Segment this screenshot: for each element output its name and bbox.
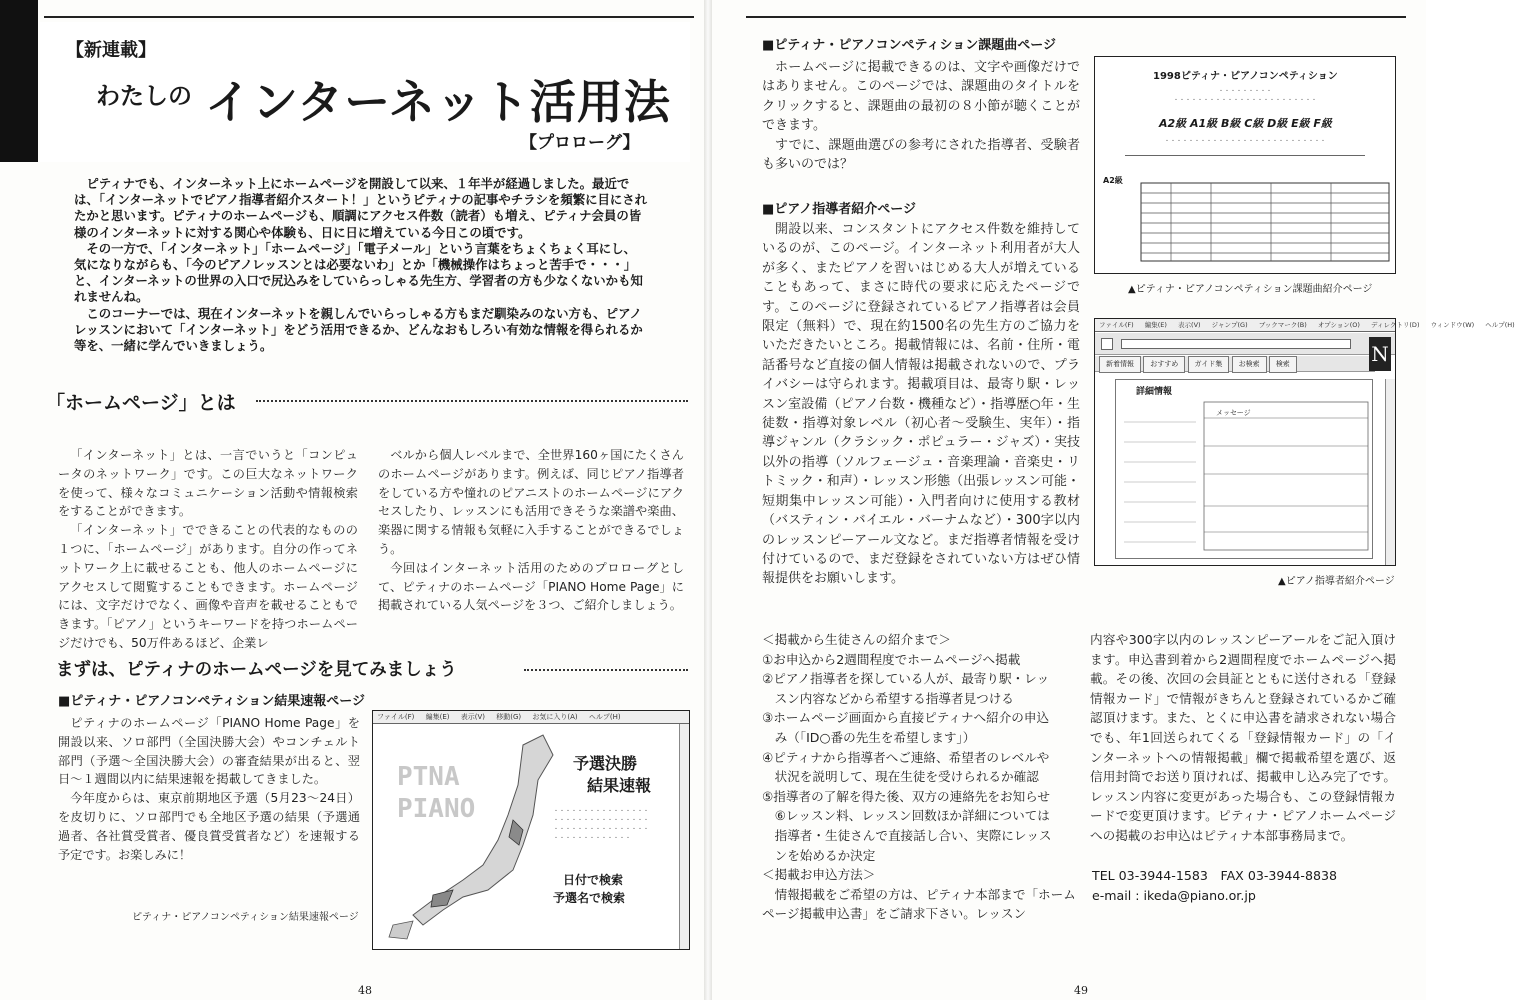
grade-links[interactable]: A2級 A1級 B級 C級 D級 E級 F級 [1159,117,1332,130]
shot-subtext: ・・・・・・・・・・・・・・・・・・・・・・・・・・・ [1163,138,1326,145]
menu-item: ファイル(F) [1099,321,1134,329]
repertoire-page-screenshot [1094,56,1396,274]
intro-paragraph: その一方で、「インターネット」「ホームページ」「電子メール」という言葉をちょくちょく耳にし、気になりながらも、「今のピアノレッスンとは必要ないわ」とか「機械操作はちょっと苦手で・・・」と、インターネットの世界の入口で尻込みをしていらっしゃる先生方、学習者の方も少なくないかも知れませんね。 [74,240,643,305]
logo-line: PIANO [397,794,476,824]
ptna-logo [397,761,475,825]
browser-menubar [373,711,689,724]
menu-item: ファイル(F) [377,713,415,721]
section-heading-ptna: まずは、ピティナのホームページを見てみましょう [56,660,457,680]
page-number: 49 [1074,984,1088,997]
menu-item: 編集(E) [1144,321,1167,329]
menu-item: 表示(V) [460,713,485,721]
shot-title: 1998ピティナ・ピアノコンペティション [1153,71,1338,82]
caption-repertoire: ▲ピティナ・ピアノコンペティション課題曲紹介ページ [1128,284,1373,295]
detail-table [1116,402,1372,552]
directory-buttons [1095,356,1375,372]
body-column-2 [378,446,684,615]
intro-paragraph: このコーナーでは、現在インターネットを親しんでいらっしゃる方もまだ馴染みのない方も、ピアノレッスンにおいて「インターネット」をどう活用できるか、どんなおもしろい有効な情報を得られるか等を、一緒に学んでいきましょう。 [74,305,643,354]
logo-line: PTNA [397,762,460,792]
toolbar-button[interactable]: ガイド集 [1188,356,1230,373]
menu-item: ディレクトリ(D) [1371,321,1420,329]
menu-item: 移動(G) [496,713,522,721]
tel-text: TEL 03-3944-1583 [1092,868,1208,883]
panel-title: 詳細情報 [1136,387,1173,397]
black-corner-tab [0,0,38,162]
body-paragraph: ホームページに掲載できるのは、文字や画像だけではありません。このページでは、課題曲のタイトルをクリックすると、課題曲の最初の８小節が聴くことができます。 [762,60,1080,134]
teacher-page-screenshot [1094,318,1515,566]
body-paragraph: 開設以来、コンスタントにアクセス件数を維持しているのが、このページ。インターネット利用者が大人が多く、またピアノを習いはじめる大人が増えていることもあって、まさに時代の要求に応えたページです。このページに登録されているピアノ指導者は会員限定（無料）で、現在約1500名の先生方のご協力をいただきたいところ。掲載情報には、名前・住所・電話番号など直接の個人情報は掲載されないので、プライバシーは守られます。掲載項目は、最寄り駅・レッスン室設備（ピアノ台数・機種など）・指導歴○年・生徒数・指導対象レベル（初心者〜受験生、実年）・指導ジャンル（クラシック・ポピュラー・ジャズ）・実技以外の指導（ソルフェージュ・音楽理論・音楽史・リトミック・和声）・レッスン形態（出張レッスン可能・短期集中レッスン可能）・入門者向けに使用する教材（バスティン・バイエル・バーナムなど）・300字以内のレッスンピーアール文など。まだ指導者情報を受け付けているので、まだ登録をされていない方はぜひ情報提供をお願いします。 [762,222,1080,587]
body-paragraph: 内容や300字以内のレッスンピーアールをご記入頂けます。申込書到着から2週間程度でホームページへ掲載。その後、次回の会員証とともに送付される「登録情報カード」で情報がきちんと登録されているかご確認頂けます。また、とくに申込書を請求されない場合でも、年1回送られてくる「登録情報カード」の「インターネットへの情報掲載」欄で掲載希望を選び、返信用封筒でお送り頂ければ、掲載申し込み完了です。レッスン内容に変更があった場合も、この登録情報カードで変更頂けます。ピティナ・ピアノホームページへの掲載のお申込はピティナ本部事務局まで。 [1090,632,1396,843]
fax-text: FAX 03-3944-8838 [1220,868,1338,883]
title-small: わたしの [96,82,192,110]
browser-toolbar [1095,333,1395,355]
apply-continued-text [1090,630,1396,846]
caption-teacher: ▲ピアノ指導者紹介ページ [1278,576,1395,587]
message-label: メッセージ [1216,409,1251,417]
address-field[interactable] [1121,339,1351,349]
page-title: インターネット活用法 [205,75,671,129]
series-label: 【新連載】 [66,40,156,61]
section-heading-homepage: 「ホームページ」とは [46,392,236,414]
body-paragraph: 「インターネット」とは、一言でいうと「コンピュータのネットワーク」です。この巨大なネットワークを使って、様々なコミュニケーション活動や情報検索をすることができます。 [58,448,358,519]
body-paragraph: 今年度からは、東京前期地区予選（5月23〜24日）を皮切りに、ソロ部門でも全地区予選の結果（予選通過者、各社賞受賞者、優良賞受賞者など）を速報する予定です。お楽しみに！ [58,791,360,862]
steps-list [762,630,1082,924]
step-line: ンを始めるか決定 [762,847,876,863]
repertoire-table [1141,183,1391,263]
toolbar-button[interactable]: 新着情報 [1099,356,1141,373]
intro-text [74,176,648,354]
subheading-teacher: ■ピアノ指導者紹介ページ [762,202,916,217]
step-line: 指導者・生徒さんで直接話し合い、実際にレッス [762,827,1052,843]
step-line: み（「ID○番の先生を希望します」） [762,729,976,745]
apply-body: 情報掲載をご希望の方は、ピティナ本部まで「ホームページ掲載申込書」をご請求下さい。レッスン [762,886,1076,922]
step-line: ①お申込から2週間程度でホームページへ掲載 [762,651,1021,667]
headline-line-2: 結果速報 [587,776,652,795]
page-gutter [704,0,712,1000]
caption-results-page: ピティナ・ピアノコンペティション結果速報ページ [132,912,359,923]
back-icon[interactable] [1101,338,1113,350]
shot-divider [1125,155,1365,156]
menu-item: ヘルプ(H) [588,713,621,721]
subtitle: 【プロローグ】 [520,133,640,153]
body-paragraph: ピティナのホームページ「PIANO Home Page」を開設以来、ソロ部門（全国決勝大会）やコンチェルト部門（予選〜全国決勝大会）の審査結果が出ると、翌日〜１週間以内に結果速報を掲載してきました。 [58,716,360,787]
toolbar-button[interactable]: おすすめ [1143,356,1185,373]
body-paragraph: 「インターネット」でできることの代表的なものの１つに、「ホームページ」があります。自分の作ってネットワーク上に載せることも、他人のホームページにアクセスして閲覧することもできます。ホームページには、文字だけでなく、画像や音声を載せることもできます。「ピアノ」というキーワードを持つホームページだけでも、50万件あるほど、企業レ [58,523,358,650]
apply-heading: ＜掲載お申込方法＞ [762,867,876,883]
grade-label: A2級 [1103,176,1123,185]
results-page-screenshot [372,710,690,950]
dotted-rule [256,400,688,402]
small-text-block: ・・・・・・・・・・・・・・・・ ・・・・・・・・・・・・・・・・ ・・・・・・・・・・・・・・・・ ・・・・・・・・・・・・・ [553,808,650,842]
body-paragraph: 今回はインターネット活用のためのプロローグとして、ピティナのホームページ「PIANO Home Page」に掲載されている人気ページを３つ、ご紹介しましょう。 [378,560,684,613]
menu-item: お気に入り(A) [532,713,578,721]
menu-item: ブックマーク(B) [1258,321,1307,329]
subheading-results: ■ピティナ・ピアノコンペティション結果速報ページ [58,694,365,709]
teacher-text [762,220,1080,589]
menu-item: 編集(E) [425,713,450,721]
steps-heading: ＜掲載から生徒さんの紹介まで＞ [762,632,951,647]
toolbar-button[interactable]: お検索 [1232,356,1267,373]
toolbar-button[interactable]: 検索 [1269,356,1297,373]
menu-item: ジャンプ(G) [1211,321,1248,329]
subheading-repertoire: ■ピティナ・ピアノコンペティション課題曲ページ [762,38,1056,53]
menu-item: ヘルプ(H) [1485,321,1515,329]
step-line: ⑤指導者の了解を得た後、双方の連絡先をお知らせ [762,788,1050,804]
intro-paragraph: ピティナでも、インターネット上にホームページを開設して以来、１年半が経過しました。最近では、「インターネットでピアノ指導者紹介スタート！」というピティナの記事やチラシを頻繁に目にされたかと思います。ピティナのホームページも、順調にアクセス件数（読者）も増え、ピティナ会員の皆様のインターネットに対する関心や体験も、日に日に増えている今日この頃です。 [74,176,648,240]
browser-menubar [1095,319,1515,332]
search-by-date-link[interactable]: 日付で検索 [563,873,624,887]
repertoire-text [762,58,1080,174]
netscape-logo: N [1369,337,1391,371]
scrollbar [1385,379,1395,565]
contact-email[interactable]: e-mail : ikeda@piano.or.jp [1092,887,1256,903]
contact-block [1092,866,1337,905]
step-line: ⑥レッスン料、レッスン回数ほか詳細については [762,808,1050,824]
dotted-rule [524,669,688,671]
right-page [712,0,1515,1000]
step-line: 状況を説明して、現在生徒を受けられるか確認 [762,769,1039,785]
body-column-1 [58,446,358,653]
body-paragraph: ベルから個人レベルまで、全世界160ヶ国にたくさんのホームページがあります。例えば、同じピアノ指導者をしている方や憧れのピアニストのホームページにアクセスしたり、レッスンにも活用できそうな楽譜や楽曲、楽器に関する情報も気軽に入手することができるでしょう。 [378,448,684,556]
headline-line-1: 予選決勝 [573,754,638,773]
step-line: ②ピアノ指導者を探している人が、最寄り駅・レッ [762,671,1050,687]
results-text [58,714,360,864]
menu-item: オプション(O) [1317,321,1360,329]
step-line: スン内容などから希望する指導者見つける [762,690,1014,706]
menu-item: 表示(V) [1178,321,1201,329]
step-line: ④ピティナから指導者へご連絡、希望者のレベルや [762,749,1050,765]
top-rule [44,16,694,18]
body-paragraph: すでに、課題曲選びの参考にされた指導者、受験者も多いのでは？ [762,137,1080,173]
contact-phone [1092,866,1337,886]
menu-item: ウィンドウ(W) [1430,321,1475,329]
page-number: 48 [358,984,372,997]
top-rule [746,16,1406,18]
shot-subtext: ・・・・・・・・・ ・・・・・・・・・・・・・・・・・・・・・・・・ [1172,88,1317,104]
detail-panel [1115,379,1373,559]
left-page [0,0,704,1000]
step-line: ③ホームページ画面から直接ピティナへ紹介の申込 [762,710,1050,726]
search-by-name-link[interactable]: 予選名で検索 [553,891,626,905]
